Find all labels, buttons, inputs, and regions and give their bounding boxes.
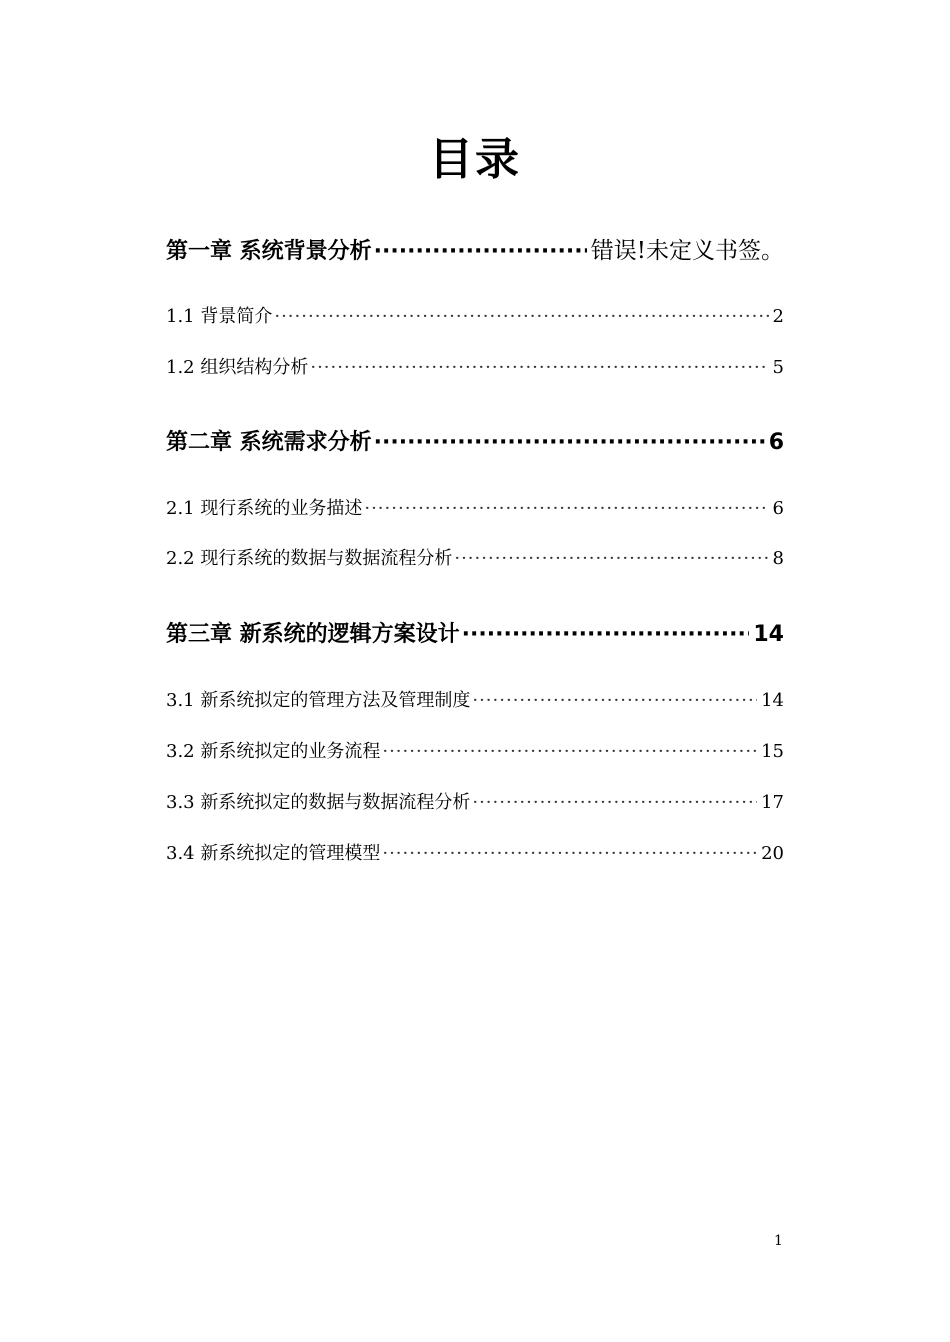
dot-leader [274,304,768,330]
toc-chapter-label: 第三章 新系统的逻辑方案设计 [166,622,460,647]
toc-section-label: 3.1 新系统拟定的管理方法及管理制度 [166,690,471,711]
toc-section-3-1[interactable] [166,688,784,714]
toc-section-label: 1.1 背景简介 [166,306,273,327]
toc-chapter-label: 第二章 系统需求分析 [166,430,372,455]
toc-section-label: 2.1 现行系统的业务描述 [166,498,363,519]
dot-leader [310,355,768,381]
toc-chapter-3[interactable] [166,620,784,650]
toc-page-number: 14 [761,690,784,711]
toc-section-label: 2.2 现行系统的数据与数据流程分析 [166,548,453,569]
toc-page-number: 14 [753,622,784,647]
toc-page-number: 2 [772,306,784,327]
toc-page-number: 6 [772,498,784,519]
toc-section-label: 1.2 组织结构分析 [166,357,309,378]
footer-page-number: 1 [774,1233,783,1249]
dot-leader [462,620,750,650]
toc-section-3-2[interactable] [166,739,784,765]
toc-page-number: 20 [761,843,784,864]
dot-leader [382,739,757,765]
dot-leader [472,790,757,816]
dot-leader [374,428,765,458]
toc-section-1-2[interactable] [166,355,784,381]
toc-page-number: 6 [768,430,784,455]
dot-leader [374,237,587,267]
toc-section-2-2[interactable] [166,546,784,572]
toc-section-label: 3.3 新系统拟定的数据与数据流程分析 [166,792,471,813]
toc-chapter-label: 第一章 系统背景分析 [166,239,372,264]
toc-section-1-1[interactable] [166,304,784,330]
toc-page-number: 8 [772,548,784,569]
page-title: 目录 [429,134,521,185]
toc-section-label: 3.2 新系统拟定的业务流程 [166,741,381,762]
dot-leader [382,841,757,867]
dot-leader [454,546,768,572]
toc-page-number: 5 [772,357,784,378]
dot-leader [364,496,768,522]
toc-section-label: 3.4 新系统拟定的管理模型 [166,843,381,864]
toc-page-number: 15 [761,741,784,762]
toc-section-3-4[interactable] [166,841,784,867]
toc-chapter-1[interactable] [166,236,784,267]
toc-page-number: 错误!未定义书签。 [590,238,784,264]
toc-page-number: 17 [761,792,784,813]
toc-section-2-1[interactable] [166,496,784,522]
toc-section-3-3[interactable] [166,790,784,816]
dot-leader [472,688,757,714]
toc-chapter-2[interactable] [166,428,784,458]
